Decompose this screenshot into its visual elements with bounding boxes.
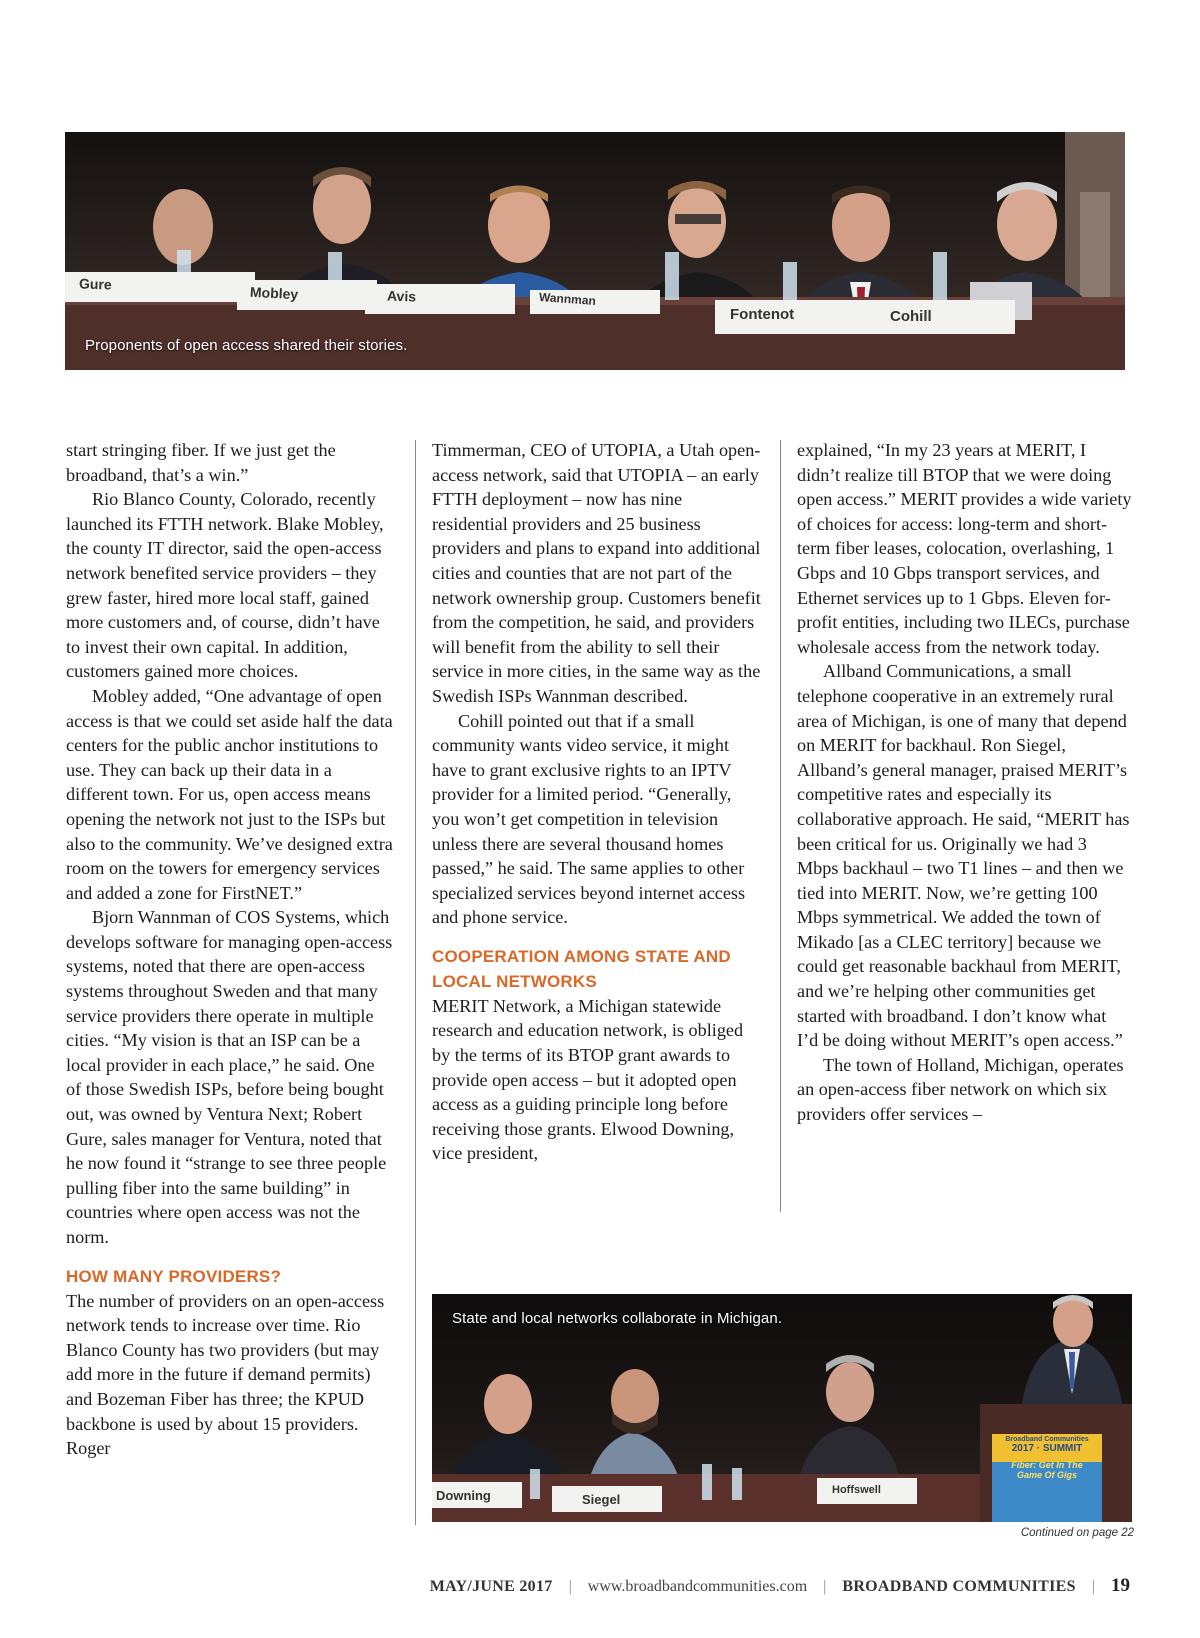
top-photo-caption: Proponents of open access shared their stories. <box>85 337 408 354</box>
col3-paragraph-2: Allband Communications, a small telephone cooperative in an extremely rural area of Michigan, is one of many that depend on MERIT for backhaul. Ron Siegel, Allband’s general manager, praised MERIT’s competitive rates and especially its collaborative approach. He said, “MERIT has been critical for us. Originally we had 3 Mbps backhaul – two T1 lines – and then we tied into MERIT. Now, we’re getting 100 Mbps symmetrical. We added the town of Mikado [as a CLEC territory] because we could get reasonable backhaul from MERIT, and we’re helping other communities get started with broadband. I don’t know what I’d be doing without MERIT’s open access.” <box>797 661 1130 1051</box>
col1-paragraph-4: Bjorn Wannman of COS Systems, which develops software for managing open-access systems, noted that there are open-access systems throughout Sweden and that many service providers there operate in multiple cities. “My vision is that an ISP can be a local provider in each place,” he said. One of those Swedish ISPs, before being bought out, was owned by Ventura Next; Robert Gure, sales manager for Ventura, noted that he now found it “strange to see three people pulling fiber into the same building” in countries where open access was not the norm. <box>66 907 393 1247</box>
column-2 <box>432 438 762 1166</box>
col1-paragraph-5: The number of providers on an open-access network tends to increase over time. Rio Blanco County has two providers (but may add more in the future if demand permits) and Bozeman Fiber has three; the KPUD backbone is used by about 15 providers. Roger <box>66 1290 385 1459</box>
col2-paragraph-1: Timmerman, CEO of UTOPIA, a Utah open-access network, said that UTOPIA – an early FTTH deployment – now has nine residential providers and 25 business providers and plans to expand into additional cities and counties that are not part of the network ownership group. Customers benefit from the competition, he said, and providers will benefit from the ability to sell their service in more cities, in the same way as the Swedish ISPs Wannman described. <box>432 440 761 706</box>
nameplate-siegel: Siegel <box>582 1492 621 1507</box>
footer-separator: | <box>823 1578 827 1595</box>
col2-paragraph-2: Cohill pointed out that if a small community wants video service, it might have to grant exclusive rights to an IPTV provider for a limited period. “Generally, you won’t get competition in television unless there are several thousand homes passed,” he said. The same applies to other specialized services beyond internet access and phone service. <box>432 710 746 928</box>
nameplate-mobley: Mobley <box>249 283 299 303</box>
footer-separator: | <box>1091 1578 1095 1595</box>
nameplate-gure: Gure <box>78 275 112 293</box>
column-divider-1 <box>415 440 416 1525</box>
michigan-panel-illustration <box>432 1294 1132 1522</box>
continued-note: Continued on page 22 <box>1020 1527 1134 1539</box>
column-3 <box>797 438 1132 1127</box>
panel-illustration <box>65 132 1125 370</box>
bottom-panel-photo <box>432 1294 1132 1522</box>
footer-separator: | <box>568 1578 572 1595</box>
col1-paragraph-1: start stringing fiber. If we just get the broadband, that’s a win.” <box>66 440 336 485</box>
nameplate-hoffswell: Hoffswell <box>832 1484 881 1496</box>
col3-paragraph-3: The town of Holland, Michigan, operates an open-access fiber network on which six providers offer services – <box>797 1054 1124 1125</box>
col2-paragraph-3: MERIT Network, a Michigan statewide research and education network, is obliged by the terms of its BTOP grant awards to provide open access – but it adopted open access as a guiding principle long before receiving those grants. Elwood Downing, vice president, <box>432 995 744 1164</box>
nameplate-avis: Avis <box>386 287 417 305</box>
col1-paragraph-2: Rio Blanco County, Colorado, recently launched its FTTH network. Blake Mobley, the county IT director, said the open-access network benefited service providers – they grew faster, hired more local staff, gained more customers and, of course, didn’t have to invest their own capital. In addition, customers gained more choices. <box>66 489 384 682</box>
nameplate-cohill: Cohill <box>890 308 932 325</box>
nameplate-downing: Downing <box>436 1488 491 1503</box>
footer-url[interactable]: www.broadbandcommunities.com <box>587 1578 808 1595</box>
col1-paragraph-3: Mobley added, “One advantage of open access is that we could set aside half the data centers for the public anchor institutions to use. They can back up their data in a different town. For us, open access means opening the network not just to the ISPs but also to the community. We’ve designed extra room on the towers for emergency services and added a zone for FirstNET.” <box>66 685 393 903</box>
heading-cooperation: COOPERATION AMONG STATE AND LOCAL NETWORKS <box>432 946 731 991</box>
bottom-photo-caption: State and local networks collaborate in Michigan. <box>452 1310 783 1327</box>
footer-magazine: BROADBAND COMMUNITIES <box>842 1578 1076 1595</box>
page-footer <box>330 1575 1130 1597</box>
nameplate-fontenot: Fontenot <box>730 306 795 323</box>
podium-sign-line-4: Game Of Gigs <box>1016 1470 1078 1480</box>
podium-sign-line-3: Fiber: Get In The <box>1011 1460 1083 1470</box>
podium-sign <box>992 1434 1102 1480</box>
footer-issue: MAY/JUNE 2017 <box>429 1578 553 1595</box>
column-divider-2 <box>780 440 781 1212</box>
page-number: 19 <box>1111 1575 1130 1596</box>
col3-paragraph-1: explained, “In my 23 years at MERIT, I didn’t realize till BTOP that we were doing open access.” MERIT provides a wide variety of choices for access: long-term and short-term fiber leases, colocation, overlashing, 1 Gbps and 10 Gbps transport services, and Ethernet services up to 1 Gbps. Eleven for-profit entities, including two ILECs, purchase wholesale access from the network today. <box>797 440 1132 657</box>
podium-sign-line-1: Broadband Communities <box>1005 1436 1089 1443</box>
column-1 <box>66 438 393 1461</box>
top-panel-photo <box>65 132 1125 370</box>
podium-sign-line-2: 2017 · SUMMIT <box>1011 1443 1083 1454</box>
heading-how-many-providers: HOW MANY PROVIDERS? <box>66 1266 282 1286</box>
nameplate-wannman: Wannman <box>538 290 597 308</box>
